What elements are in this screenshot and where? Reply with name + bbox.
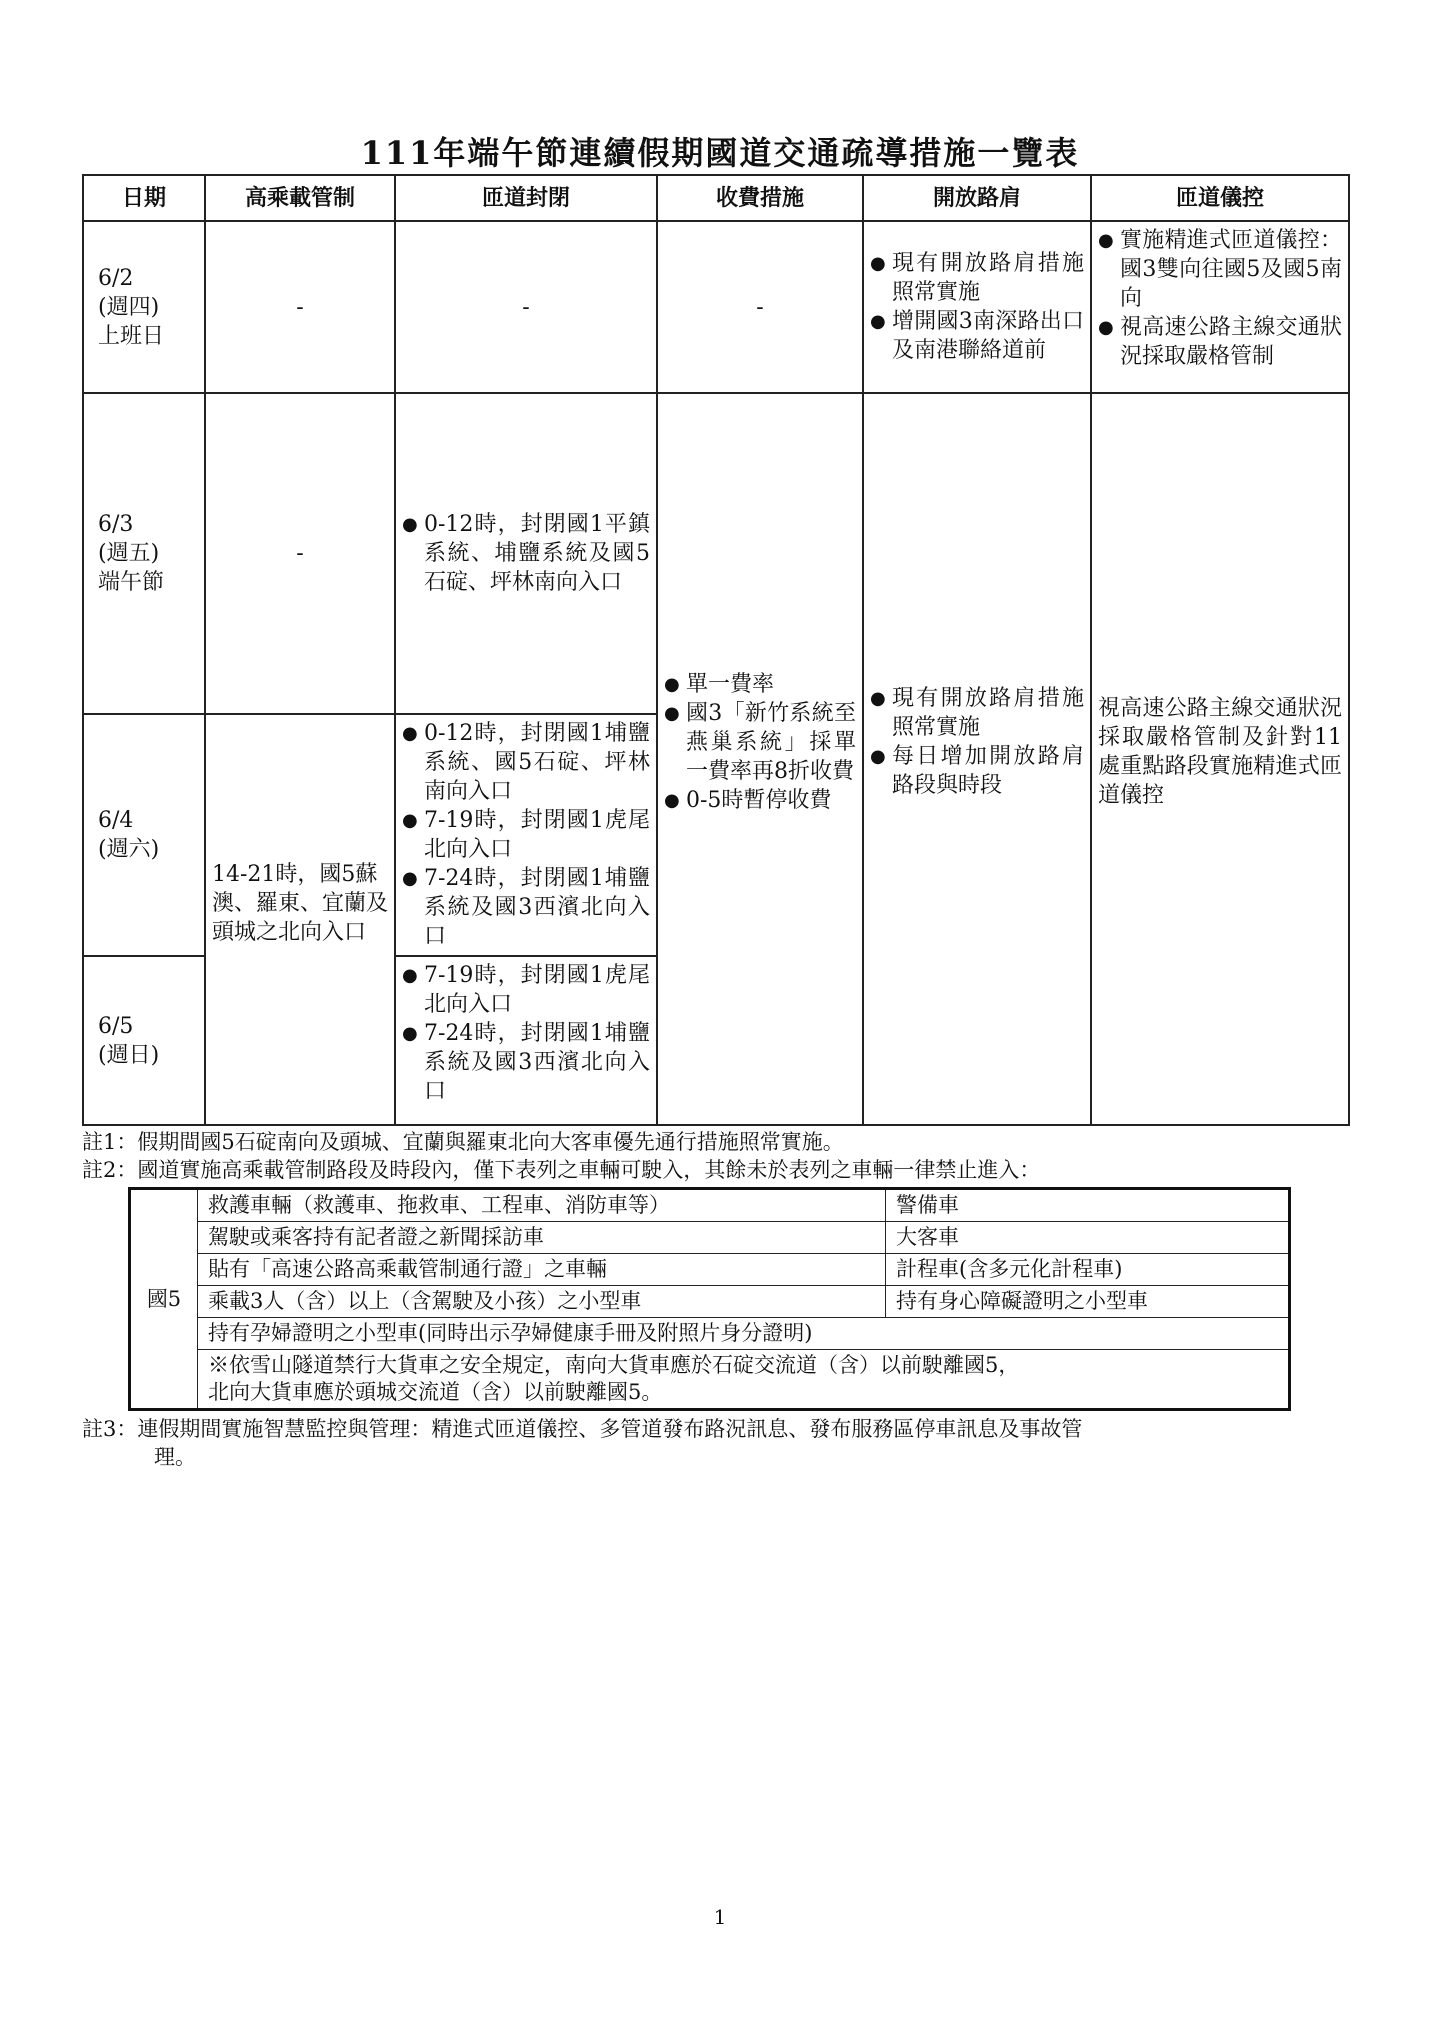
date-cell: 6/5 (週日) [83, 956, 205, 1125]
header-toll: 收費措施 [657, 175, 863, 221]
hov-cell: 14-21時，國5蘇澳、羅東、宜蘭及頭城之北向入口 [205, 714, 395, 1125]
list-item: ● 視高速公路主線交通狀況採取嚴格管制 [1098, 313, 1342, 371]
list-item: ● 增開國3南深路出口及南港聯絡道前 [870, 307, 1084, 365]
list-item: ● 國3「新竹系統至燕巢系統」採單一費率再8折收費 [664, 699, 856, 786]
shoulder-cell [863, 393, 1091, 1125]
list-item: ● 0-12時，封閉國1埔鹽系統、國5石碇、坪林南向入口 [402, 719, 650, 806]
vehicle-cell: 計程車(含多元化計程車) [886, 1254, 1290, 1286]
list-item: ● 7-24時，封閉國1埔鹽系統及國3西濱北向入口 [402, 1019, 650, 1106]
header-ramp-metering: 匝道儀控 [1091, 175, 1349, 221]
vehicle-cell: 救護車輛（救護車、拖救車、工程車、消防車等） [198, 1189, 886, 1222]
table-row [130, 1318, 1290, 1350]
toll-cell [657, 393, 863, 1125]
table-row [130, 1286, 1290, 1318]
date-cell: 6/4 (週六) [83, 714, 205, 956]
date-cell: 6/3 (週五) 端午節 [83, 393, 205, 714]
snow-tunnel-rule: ※依雪山隧道禁行大貨車之安全規定，南向大貨車應於石碇交流道（含）以前駛離國5， 北向大貨車應於頭城交流道（含）以前駛離國5。 [198, 1350, 1290, 1410]
table-row [130, 1350, 1290, 1410]
list-item: ● 0-12時，封閉國1平鎮系統、埔鹽系統及國5石碇、坪林南向入口 [402, 510, 650, 597]
vehicle-cell: 貼有「高速公路高乘載管制通行證」之車輛 [198, 1254, 886, 1286]
table-row [130, 1222, 1290, 1254]
note-1: 註1：假期間國5石碇南向及頭城、宜蘭與羅東北向大客車優先通行措施照常實施。 [82, 1130, 844, 1154]
meter-cell: 視高速公路主線交通狀況採取嚴格管制及針對11處重點路段實施精進式匝道儀控 [1091, 393, 1349, 1125]
page-title: 111年端午節連續假期國道交通疏導措施一覽表 [360, 134, 1080, 172]
ramp-cell: - [395, 221, 657, 393]
list-item: ● 實施精進式匝道儀控：國3雙向往國5及國5南向 [1098, 226, 1342, 313]
note-3: 註3：連假期間實施智慧監控與管理：精進式匝道儀控、多管道發布路況訊息、發布服務區停車訊息及事故管 理。 [82, 1417, 1083, 1469]
hov-cell: - [205, 393, 395, 714]
table-row [130, 1254, 1290, 1286]
freeway-label: 國5 [130, 1189, 198, 1410]
header-date: 日期 [83, 175, 205, 221]
list-item: ● 7-19時，封閉國1虎尾北向入口 [402, 806, 650, 864]
permitted-vehicles-table [128, 1187, 1291, 1411]
note-2: 註2：國道實施高乘載管制路段及時段內，僅下表列之車輛可駛入，其餘未於表列之車輛一律禁止進入： [82, 1158, 1041, 1182]
vehicle-cell: 持有身心障礙證明之小型車 [886, 1286, 1290, 1318]
table-row [83, 393, 1349, 714]
header-row [83, 175, 1349, 221]
page-number: 1 [713, 1905, 727, 1929]
vehicle-cell: 警備車 [886, 1189, 1290, 1222]
header-shoulder: 開放路肩 [863, 175, 1091, 221]
hov-cell: - [205, 221, 395, 393]
ramp-cell [395, 956, 657, 1125]
vehicle-cell: 持有孕婦證明之小型車(同時出示孕婦健康手冊及附照片身分證明) [198, 1318, 1290, 1350]
header-ramp-closure: 匝道封閉 [395, 175, 657, 221]
list-item: ● 每日增加開放路肩路段與時段 [870, 742, 1084, 800]
ramp-cell [395, 393, 657, 714]
list-item: ● 現有開放路肩措施照常實施 [870, 249, 1084, 307]
list-item: ● 7-24時，封閉國1埔鹽系統及國3西濱北向入口 [402, 864, 650, 951]
date-cell: 6/2 (週四) 上班日 [83, 221, 205, 393]
meter-cell [1091, 221, 1349, 393]
shoulder-cell [863, 221, 1091, 393]
table-row [130, 1189, 1290, 1222]
list-item: ● 單一費率 [664, 670, 856, 699]
vehicle-cell: 駕駛或乘客持有記者證之新聞採訪車 [198, 1222, 886, 1254]
vehicle-cell: 大客車 [886, 1222, 1290, 1254]
list-item: ● 現有開放路肩措施照常實施 [870, 684, 1084, 742]
table-row [83, 221, 1349, 393]
header-hov: 高乘載管制 [205, 175, 395, 221]
toll-cell: - [657, 221, 863, 393]
measures-table [82, 174, 1350, 1126]
list-item: ● 0-5時暫停收費 [664, 786, 856, 815]
vehicle-cell: 乘載3人（含）以上（含駕駛及小孩）之小型車 [198, 1286, 886, 1318]
ramp-cell [395, 714, 657, 956]
list-item: ● 7-19時，封閉國1虎尾北向入口 [402, 961, 650, 1019]
